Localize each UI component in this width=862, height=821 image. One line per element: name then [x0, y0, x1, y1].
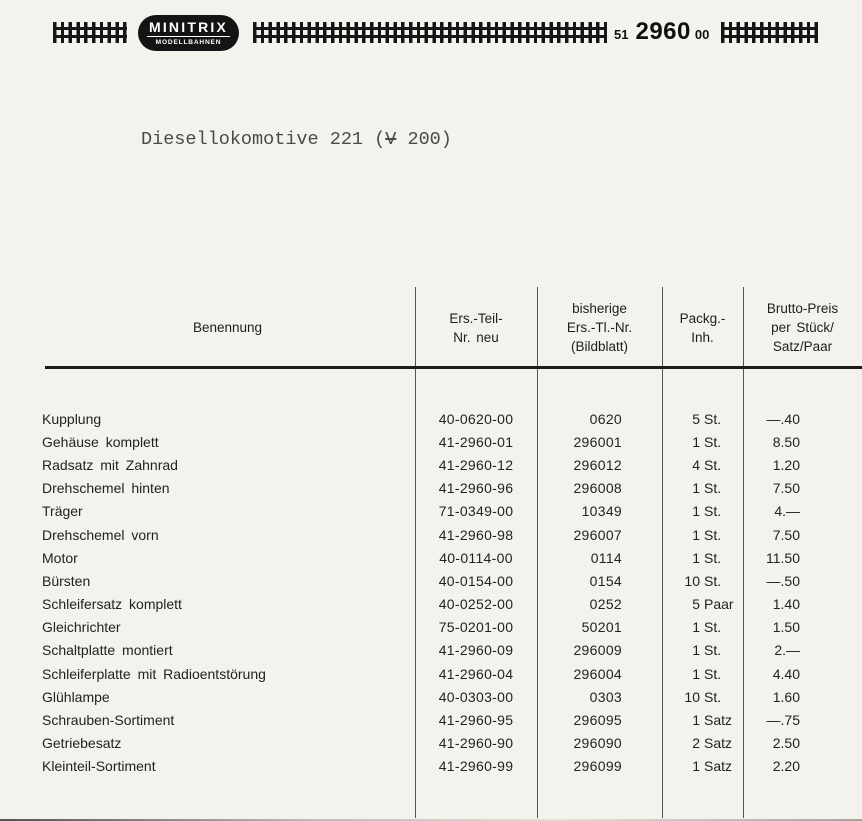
cell-packungs-inhalt — [662, 527, 743, 543]
cell-quantity: 1 — [692, 433, 700, 450]
cell-unit: St. — [704, 572, 722, 589]
title-struck-v: V — [385, 129, 397, 150]
cell-brutto-preis: 7.50 — [772, 480, 800, 497]
cell-packungs-inhalt — [662, 642, 743, 658]
cell-brutto-preis: 8.50 — [772, 433, 800, 450]
cell-quantity: 4 — [692, 456, 700, 473]
table-body — [0, 407, 862, 778]
cell-packungs-inhalt — [662, 434, 743, 450]
track-sleepers — [253, 22, 607, 43]
table-row — [0, 732, 862, 755]
cell-unit: St. — [704, 665, 722, 682]
column-header-line: Benennung — [192, 320, 263, 335]
cell-bisherige-nr: 296007 — [573, 526, 622, 543]
track-rail-bottom — [53, 35, 127, 38]
cell-packungs-inhalt — [662, 735, 743, 751]
cell-ers-teil-nr-neu: 40-0303-00 — [438, 688, 514, 705]
cell-brutto-preis: 1.50 — [772, 619, 800, 636]
table-row — [0, 407, 862, 430]
table-row — [0, 569, 862, 592]
cell-unit: Satz — [704, 758, 733, 775]
cell-brutto-preis: 7.50 — [772, 526, 800, 543]
cell-benennung: Kupplung — [42, 410, 102, 427]
cell-benennung: Schleifersatz komplett — [42, 596, 182, 613]
cell-benennung: Bürsten — [42, 572, 91, 589]
header-rule — [45, 366, 862, 369]
cell-unit: St. — [704, 549, 722, 566]
cell-bisherige-nr: 296009 — [573, 642, 622, 659]
cell-packungs-inhalt — [662, 550, 743, 566]
table-row — [0, 593, 862, 616]
cell-unit: St. — [704, 688, 722, 705]
table-row — [0, 685, 862, 708]
minitrix-logo — [138, 15, 239, 51]
cell-packungs-inhalt — [662, 712, 743, 728]
cell-bisherige-nr: 0154 — [589, 572, 622, 589]
column-header-packg-inh — [662, 309, 743, 347]
column-header-ers-teil-nr-neu — [415, 309, 537, 347]
cell-brutto-preis: —.75 — [766, 712, 800, 729]
table-row — [0, 616, 862, 639]
cell-benennung: Gehäuse komplett — [42, 433, 159, 450]
cell-bisherige-nr: 296090 — [573, 735, 622, 752]
table-row — [0, 477, 862, 500]
brand-name: MINITRIX — [148, 19, 229, 35]
cell-bisherige-nr: 10349 — [581, 503, 622, 520]
cell-benennung: Glühlampe — [42, 688, 110, 705]
table-row — [0, 500, 862, 523]
cell-brutto-preis: 4.— — [774, 503, 800, 520]
column-header-line: Satz/Paar — [772, 339, 833, 354]
cell-unit: St. — [704, 433, 722, 450]
cell-brutto-preis: —.50 — [766, 572, 800, 589]
cell-brutto-preis: 1.20 — [772, 456, 800, 473]
cell-quantity: 1 — [692, 712, 700, 729]
cell-benennung: Schleiferplatte mit Radioentstörung — [42, 665, 266, 682]
cell-unit: St. — [704, 619, 722, 636]
cell-ers-teil-nr-neu: 40-0252-00 — [438, 596, 514, 613]
table-row — [0, 755, 862, 778]
cell-benennung: Drehschemel vorn — [42, 526, 159, 543]
cell-bisherige-nr: 296004 — [573, 665, 622, 682]
railway-track-icon-middle — [253, 22, 607, 43]
cell-ers-teil-nr-neu: 41-2960-95 — [438, 712, 514, 729]
cell-bisherige-nr: 50201 — [581, 619, 622, 636]
title-text-before: Diesellokomotive 221 ( — [141, 129, 386, 150]
column-header-benennung — [40, 318, 415, 337]
cell-packungs-inhalt — [662, 758, 743, 774]
cell-quantity: 5 — [692, 596, 700, 613]
cell-ers-teil-nr-neu: 71-0349-00 — [438, 503, 514, 520]
table-row — [0, 430, 862, 453]
cell-bisherige-nr: 0114 — [590, 549, 622, 566]
column-header-line: Brutto-Preis — [766, 301, 839, 316]
cell-quantity: 1 — [692, 526, 700, 543]
cell-unit: Paar — [704, 596, 734, 613]
cell-benennung: Radsatz mit Zahnrad — [42, 456, 178, 473]
table-row — [0, 639, 862, 662]
table-row — [0, 662, 862, 685]
track-rail-bottom — [721, 35, 818, 38]
cell-bisherige-nr: 0252 — [589, 596, 622, 613]
cell-ers-teil-nr-neu: 75-0201-00 — [438, 619, 514, 636]
track-sleepers — [53, 22, 127, 43]
part-number-prefix: 51 — [614, 27, 629, 42]
cell-brutto-preis: 1.60 — [772, 688, 800, 705]
cell-packungs-inhalt — [662, 573, 743, 589]
cell-ers-teil-nr-neu: 41-2960-09 — [438, 642, 514, 659]
cell-ers-teil-nr-neu: 41-2960-90 — [438, 735, 514, 752]
cell-benennung: Drehschemel hinten — [42, 480, 170, 497]
cell-quantity: 1 — [692, 758, 700, 775]
title-text-after: 200) — [396, 129, 452, 150]
cell-quantity: 1 — [692, 549, 700, 566]
cell-ers-teil-nr-neu: 41-2960-01 — [438, 433, 514, 450]
cell-quantity: 1 — [692, 642, 700, 659]
table-row — [0, 708, 862, 731]
railway-track-icon-right — [721, 22, 818, 43]
cell-ers-teil-nr-neu: 40-0620-00 — [438, 410, 514, 427]
cell-brutto-preis: —.40 — [766, 410, 800, 427]
cell-unit: St. — [704, 642, 722, 659]
cell-benennung: Schaltplatte montiert — [42, 642, 173, 659]
cell-brutto-preis: 2.— — [774, 642, 800, 659]
cell-quantity: 10 — [684, 688, 700, 705]
page-title — [141, 128, 452, 152]
track-sleepers — [721, 22, 818, 43]
column-header-line: Packg.- — [679, 311, 726, 326]
cell-bisherige-nr: 296001 — [573, 433, 622, 450]
cell-brutto-preis: 1.40 — [772, 596, 800, 613]
cell-packungs-inhalt — [662, 503, 743, 519]
cell-unit: St. — [704, 526, 722, 543]
cell-ers-teil-nr-neu: 41-2960-96 — [438, 480, 514, 497]
cell-packungs-inhalt — [662, 411, 743, 427]
cell-bisherige-nr: 296095 — [573, 712, 622, 729]
cell-ers-teil-nr-neu: 40-0154-00 — [438, 572, 514, 589]
cell-benennung: Kleinteil-Sortiment — [42, 758, 156, 775]
cell-ers-teil-nr-neu: 41-2960-98 — [438, 526, 514, 543]
cell-brutto-preis: 2.20 — [772, 758, 800, 775]
cell-ers-teil-nr-neu: 41-2960-04 — [438, 665, 514, 682]
cell-ers-teil-nr-neu: 41-2960-12 — [438, 456, 514, 473]
column-header-bisherige-nr — [537, 299, 662, 356]
cell-benennung: Gleichrichter — [42, 619, 121, 636]
table-row — [0, 453, 862, 476]
cell-unit: St. — [704, 503, 722, 520]
cell-quantity: 1 — [692, 665, 700, 682]
cell-brutto-preis: 11.50 — [766, 549, 800, 566]
part-number — [614, 18, 710, 45]
column-header-line: Ers.-Tl.-Nr. — [566, 320, 633, 335]
column-header-line: Ers.-Teil- — [449, 311, 503, 326]
cell-benennung: Schrauben-Sortiment — [42, 712, 175, 729]
cell-benennung: Motor — [42, 549, 78, 566]
table-row — [0, 523, 862, 546]
table-row — [0, 546, 862, 569]
track-rail-top — [53, 27, 127, 30]
cell-packungs-inhalt — [662, 480, 743, 496]
track-rail-top — [253, 27, 607, 30]
cell-bisherige-nr: 296099 — [573, 758, 622, 775]
cell-ers-teil-nr-neu: 40-0114-00 — [439, 549, 513, 566]
cell-quantity: 5 — [692, 410, 700, 427]
cell-quantity: 1 — [692, 503, 700, 520]
cell-quantity: 10 — [684, 572, 700, 589]
cell-quantity: 1 — [692, 480, 700, 497]
cell-bisherige-nr: 0303 — [589, 688, 622, 705]
cell-unit: Satz — [704, 712, 733, 729]
part-number-main: 2960 — [635, 18, 691, 45]
cell-benennung: Getriebesatz — [42, 735, 122, 752]
track-rail-bottom — [253, 35, 607, 38]
cell-benennung: Träger — [42, 503, 83, 520]
cell-packungs-inhalt — [662, 666, 743, 682]
cell-quantity: 2 — [692, 735, 700, 752]
column-header-line: (Bildblatt) — [570, 339, 629, 354]
column-header-line: per Stück/ — [771, 320, 834, 335]
cell-quantity: 1 — [692, 619, 700, 636]
cell-bisherige-nr: 296012 — [573, 456, 622, 473]
column-header-line: bisherige — [572, 301, 627, 316]
cell-packungs-inhalt — [662, 689, 743, 705]
part-number-suffix: 00 — [694, 27, 710, 42]
cell-packungs-inhalt — [662, 457, 743, 473]
railway-track-icon-left — [53, 22, 127, 43]
cell-bisherige-nr: 0620 — [589, 410, 622, 427]
cell-brutto-preis: 2.50 — [772, 735, 800, 752]
cell-unit: St. — [704, 410, 722, 427]
cell-packungs-inhalt — [662, 619, 743, 635]
cell-unit: St. — [704, 456, 722, 473]
column-header-line: Nr. neu — [453, 330, 499, 345]
cell-ers-teil-nr-neu: 41-2960-99 — [438, 758, 514, 775]
column-header-line: Inh. — [691, 330, 714, 345]
track-rail-top — [721, 27, 818, 30]
cell-packungs-inhalt — [662, 596, 743, 612]
cell-unit: St. — [704, 480, 722, 497]
column-header-brutto-preis — [743, 299, 862, 356]
cell-brutto-preis: 4.40 — [772, 665, 800, 682]
cell-bisherige-nr: 296008 — [573, 480, 622, 497]
cell-unit: Satz — [704, 735, 733, 752]
brand-subtitle: MODELLBAHNEN — [155, 39, 222, 46]
